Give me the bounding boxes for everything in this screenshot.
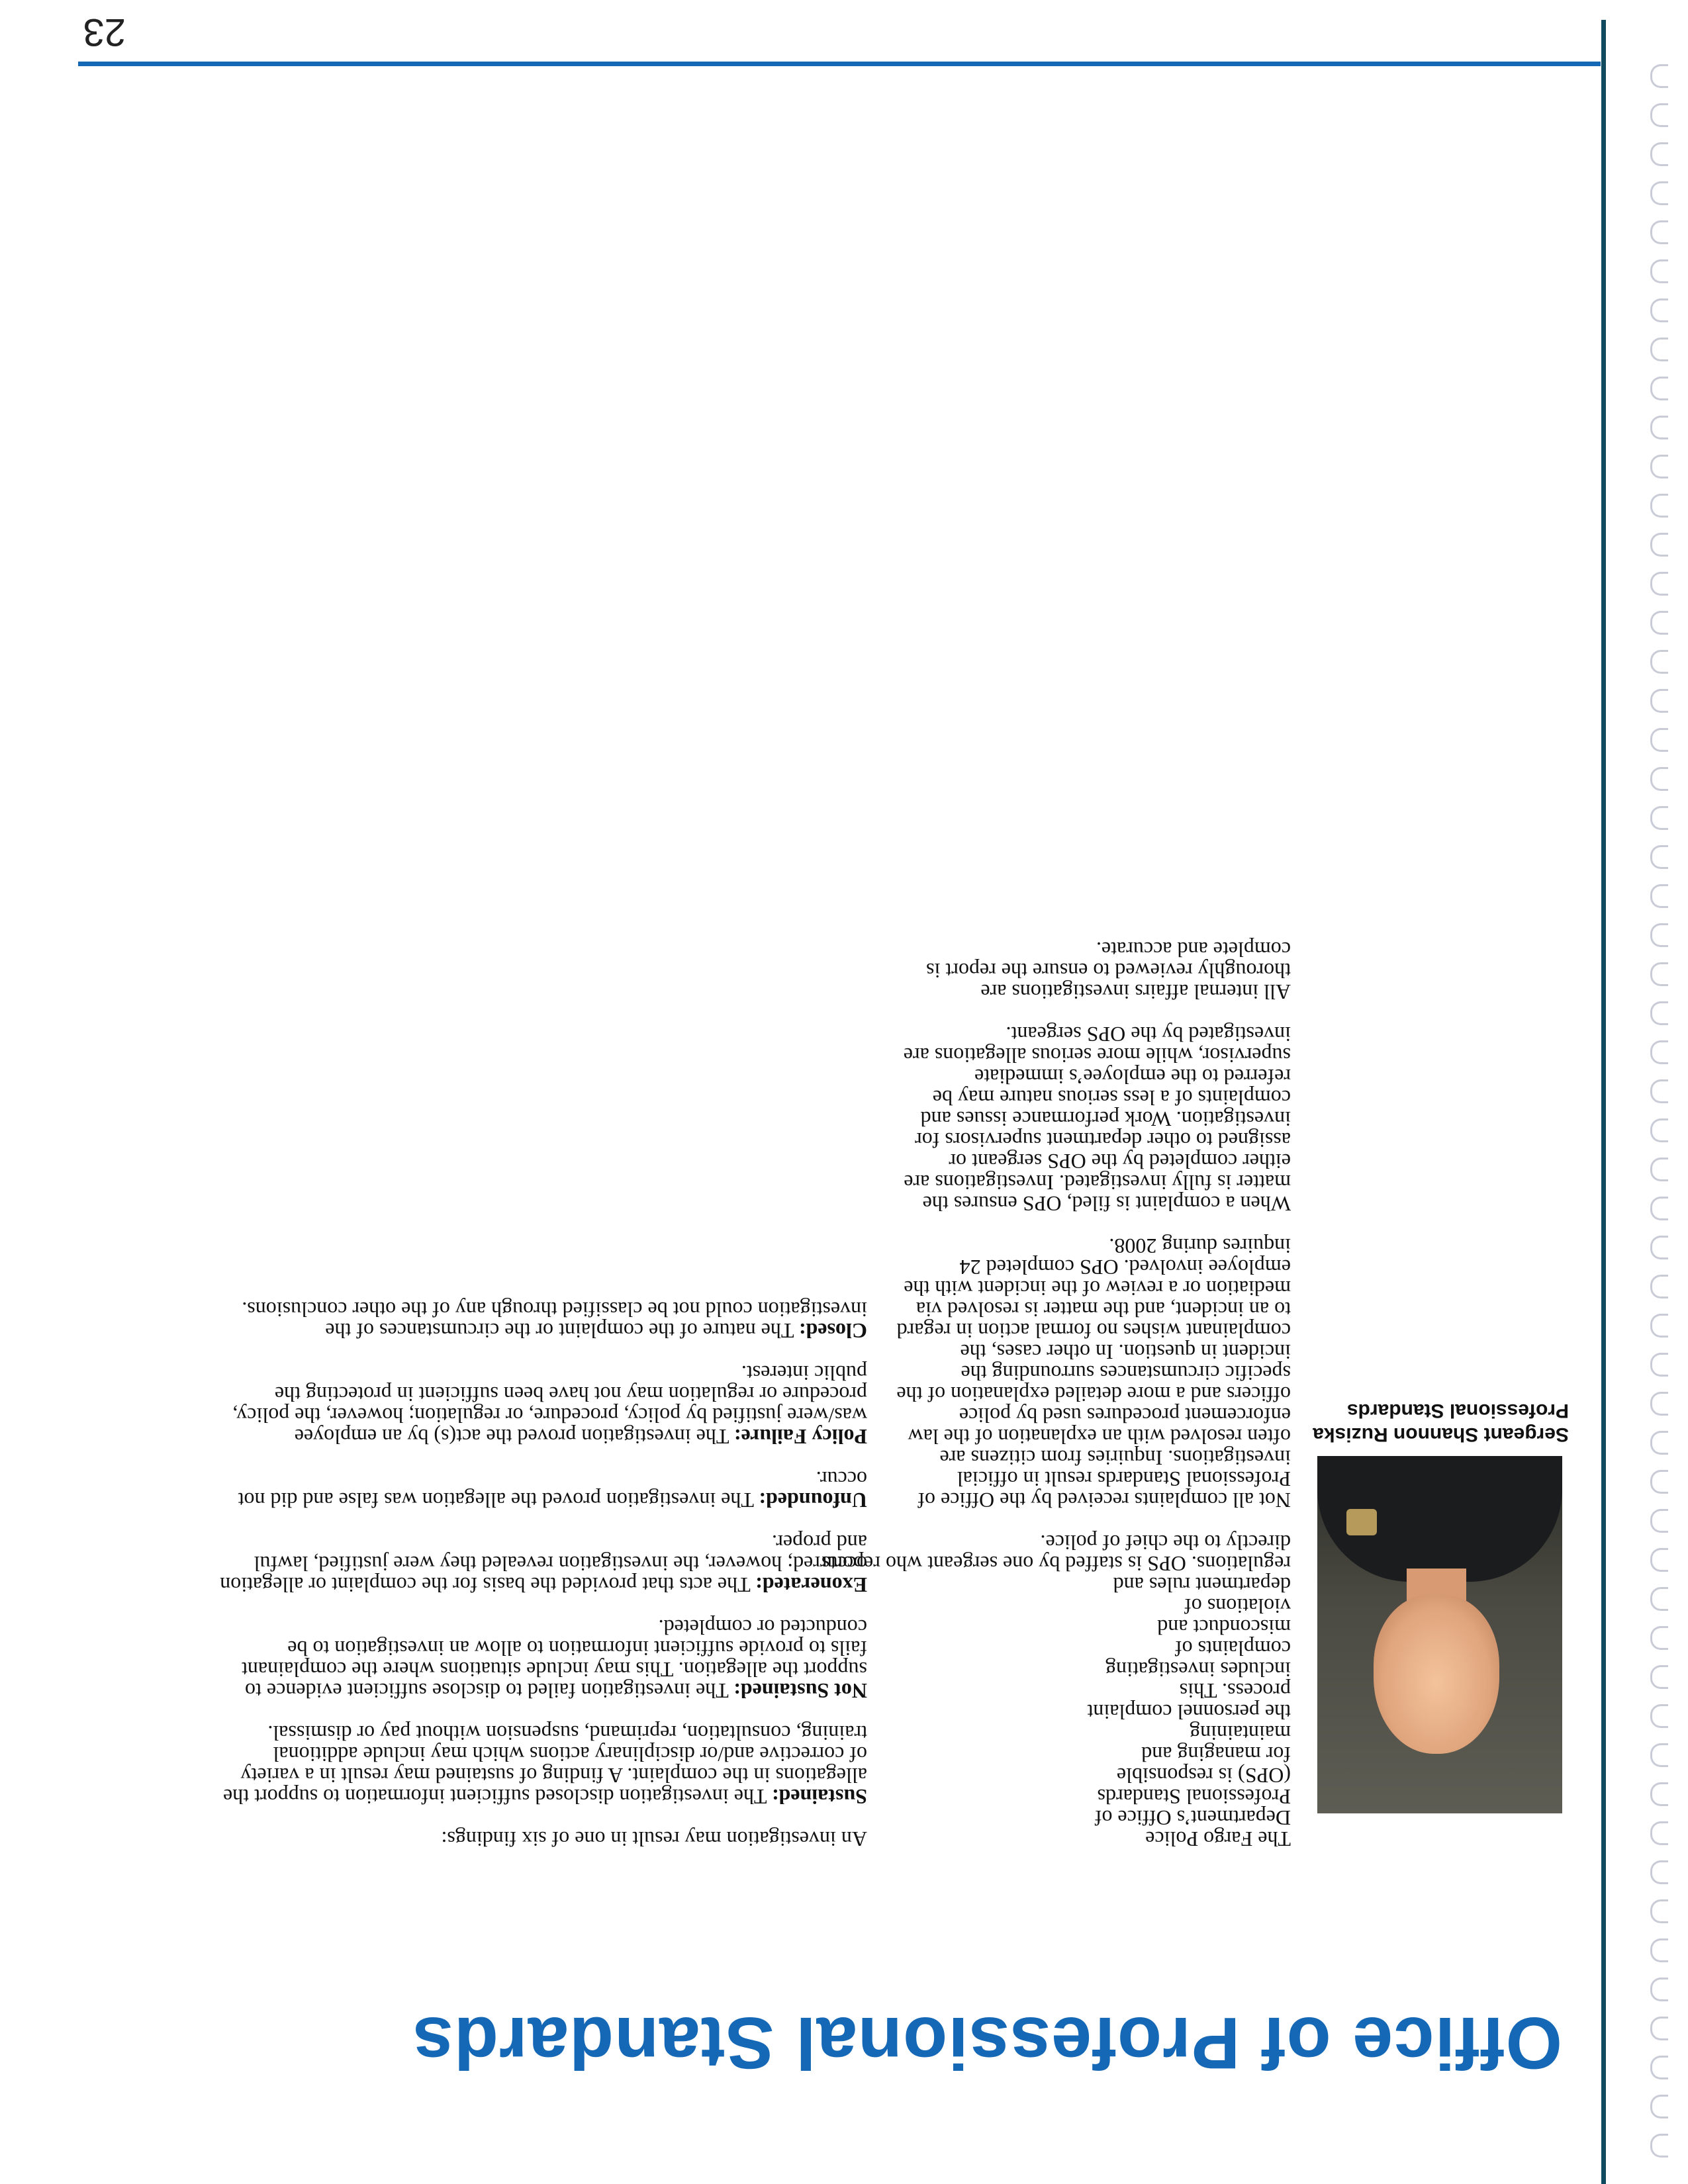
binding-hole — [1650, 1938, 1668, 1962]
finding-term: Policy Failure: — [733, 1425, 867, 1449]
finding-term: Closed: — [798, 1319, 867, 1343]
binding-hole — [1650, 767, 1668, 791]
binding-hole — [1650, 572, 1668, 596]
binding-hole — [1650, 923, 1668, 947]
finding-term: Sustained: — [771, 1785, 867, 1809]
finding-term: Exonerated: — [755, 1573, 867, 1597]
finding-term: Not Sustained: — [733, 1679, 867, 1703]
binding-hole — [1650, 1978, 1668, 2001]
binding-hole — [1650, 1353, 1668, 1377]
binding-hole — [1650, 1431, 1668, 1455]
binding-hole — [1650, 884, 1668, 908]
officer-photo — [1317, 1456, 1562, 1813]
binding-hole — [1650, 728, 1668, 752]
binding-hole — [1650, 1821, 1668, 1845]
finding-text: The investigation disclosed sufficient information to support the allegations in the complaint. A finding of sustained may result in a variety of corrective and/or disciplinary actions which may include additional training, consultation, reprimand, suspension without pay or dismissal. — [223, 1721, 867, 1809]
binding-hole — [1650, 1704, 1668, 1728]
binding-hole — [1650, 142, 1668, 166]
binding-hole — [1650, 1548, 1668, 1572]
binding-hole — [1650, 611, 1668, 635]
intro-paragraph: The Fargo Police Department’s Office of Professional Standards (OPS) is responsible for managing and maintaining the personnel complaint process. This includes investigating complaints of misconduct and violations of department rules and regulations. OPS is staffed by one sergeant who reports directly to the chief of police. — [821, 1531, 1291, 1851]
binding-hole — [1650, 220, 1668, 244]
binding-hole — [1650, 494, 1668, 518]
binding-hole — [1650, 1079, 1668, 1103]
binding-hole — [1650, 181, 1668, 205]
caption-unit: Professional Standards — [1346, 1400, 1569, 1422]
binding-hole — [1650, 416, 1668, 439]
binding-hole — [1650, 259, 1668, 283]
finding-text: The investigation failed to disclose sufficient evidence to support the allegation. This may include situations where the complainant fails to provide sufficient information to allow an investigation to be conducted or completed. — [242, 1615, 867, 1703]
binding-hole — [1650, 1275, 1668, 1298]
binding-hole — [1650, 2056, 1668, 2079]
binding-hole — [1650, 650, 1668, 674]
spiral-binding — [1628, 40, 1688, 2158]
binding-hole — [1650, 2134, 1668, 2158]
paragraph-all-internal-affairs: All internal affairs investigations are thoroughly reviewed to ensure the report is complete and accurate. — [926, 938, 1291, 1004]
binding-hole — [1650, 103, 1668, 127]
binding-hole — [1650, 1392, 1668, 1416]
finding-unfounded — [218, 1469, 867, 1511]
binding-hole — [1650, 1118, 1668, 1142]
finding-text: The nature of the complaint or the circumstances of the investigation could not be classified through any of the other conclusions. — [242, 1298, 867, 1343]
binding-hole — [1650, 2017, 1668, 2040]
photo-caption — [1291, 1398, 1569, 1446]
caption-name: Sergeant Shannon Ruziska — [1313, 1424, 1569, 1445]
binding-hole — [1650, 1743, 1668, 1767]
paragraph-when-complaint-filed: When a complaint is filed, OPS ensures the matter is fully investigated. Investigations are either completed by the OPS sergeant or assigned to other department supervisors for investigation. Work performance issues and complaints of a less serious nature may be referred to the employee’s immediate supervisor, while more serious allegations are investigated by the OPS sergeant. — [903, 1023, 1291, 1216]
finding-closed — [218, 1299, 867, 1342]
finding-policy-failure — [218, 1363, 867, 1447]
finding-text: The investigation proved the act(s) by an employee was/were justified by policy, procedure, or regulation; however, the policy, procedure or regulation may not have been sufficient in protecting the public interest. — [232, 1361, 867, 1449]
binding-hole — [1650, 962, 1668, 986]
binding-hole — [1650, 845, 1668, 869]
finding-text: The acts that provided the basis for the complaint or allegation occurred; however, the investigation revealed they were justified, lawful and proper. — [220, 1531, 867, 1597]
binding-hole — [1650, 338, 1668, 361]
right-column — [218, 1278, 867, 1850]
vertical-rule — [1601, 20, 1606, 2184]
binding-hole — [1650, 1001, 1668, 1025]
binding-hole — [1650, 1860, 1668, 1884]
binding-hole — [1650, 1509, 1668, 1533]
binding-hole — [1650, 1587, 1668, 1611]
finding-exonerated — [218, 1532, 867, 1596]
finding-sustained — [218, 1723, 867, 1807]
page-title: Office of Professional Standards — [412, 2002, 1562, 2083]
shoulder-patch-icon — [1346, 1509, 1377, 1535]
binding-hole — [1650, 533, 1668, 557]
binding-hole — [1650, 1665, 1668, 1689]
finding-term: Unfounded: — [759, 1488, 867, 1512]
findings-intro: An investigation may result in one of six findings: — [441, 1827, 867, 1851]
finding-text: The investigation proved the allegation was false and did not occur. — [238, 1467, 867, 1512]
binding-hole — [1650, 1040, 1668, 1064]
binding-hole — [1650, 1782, 1668, 1806]
footer-rule — [78, 62, 1601, 66]
paragraph-not-all-complaints: Not all complaints received by the Office of Professional Standards result in official investigations. Inquiries from citizens are often resolved with an explanation of the law enforcement procedures used by police officers and a more detailed explanation of the specific circumstances surrounding the incident in question. In other cases, the complainant wishes no formal action in regard to an incident, and the matter is resolved via mediation or a review of the incident with the employee involved. OPS completed 24 inquires during 2008. — [896, 1234, 1291, 1512]
binding-hole — [1650, 806, 1668, 830]
binding-hole — [1650, 64, 1668, 88]
binding-hole — [1650, 298, 1668, 322]
binding-hole — [1650, 1158, 1668, 1181]
page-number: 23 — [83, 11, 126, 54]
binding-hole — [1650, 2095, 1668, 2118]
binding-hole — [1650, 1314, 1668, 1338]
binding-hole — [1650, 1626, 1668, 1650]
binding-hole — [1650, 1197, 1668, 1220]
binding-hole — [1650, 377, 1668, 400]
binding-hole — [1650, 1899, 1668, 1923]
binding-hole — [1650, 455, 1668, 478]
binding-hole — [1650, 1236, 1668, 1259]
finding-not-sustained — [218, 1617, 867, 1702]
binding-hole — [1650, 1470, 1668, 1494]
binding-hole — [1650, 689, 1668, 713]
